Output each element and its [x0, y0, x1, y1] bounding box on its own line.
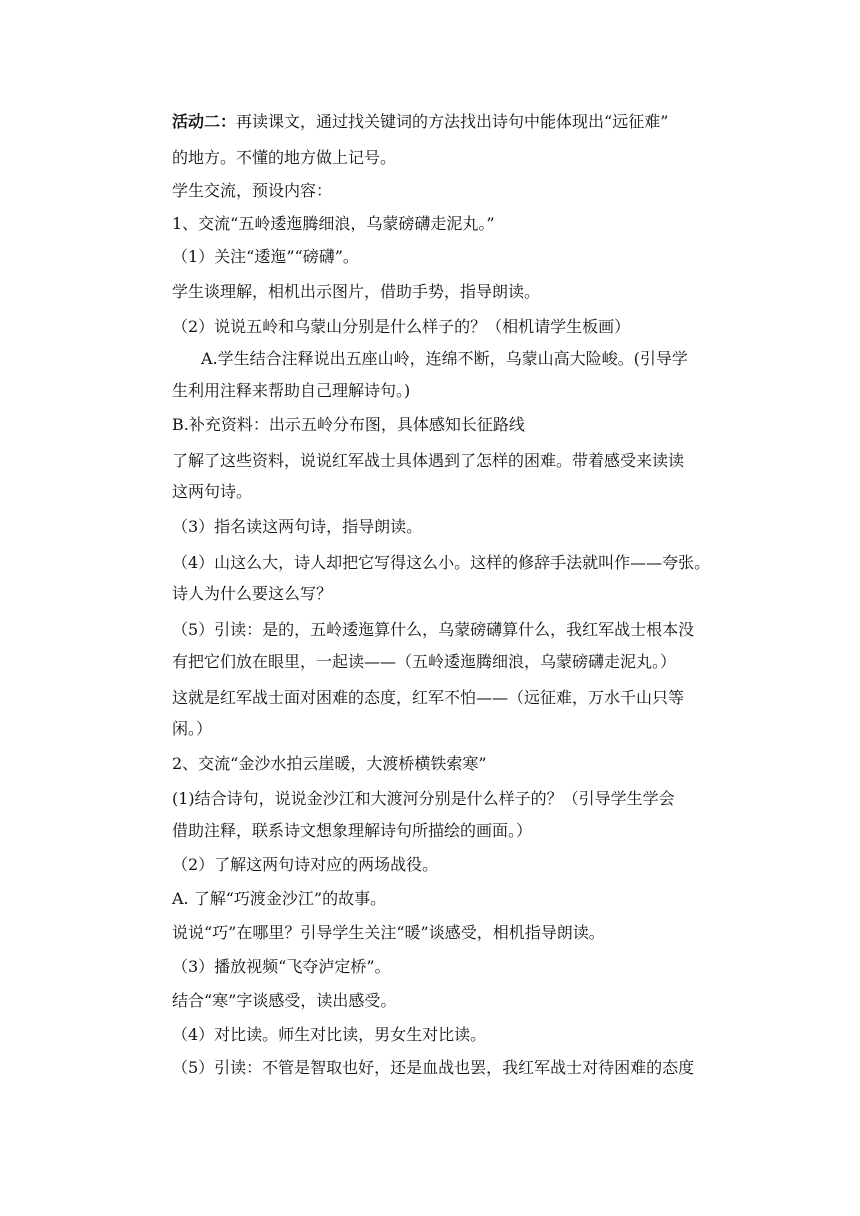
text-line-25: 说说“巧”在哪里？引导学生关注“暖”谈感受，相机指导朗读。 [172, 923, 605, 942]
text-line-7: （2）说说五岭和乌蒙山分别是什么样子的？（相机请学生板画） [172, 317, 631, 336]
text-line-24: A. 了解“巧渡金沙江”的故事。 [172, 889, 387, 908]
text-line-19: 闲。） [172, 719, 213, 738]
text-line-22: 借助注释，联系诗文想象理解诗句所描绘的画面。） [172, 821, 533, 840]
text-line-18: 这就是红军战士面对困难的态度，红军不怕——（远征难，万水千山只等 [172, 688, 685, 707]
text-line-13: （3）指名读这两句诗，指导朗读。 [172, 517, 423, 536]
text-line-1 [172, 112, 668, 132]
text-line-4: 1、交流“五岭逶迤腾细浪，乌蒙磅礴走泥丸。” [172, 214, 495, 233]
text-line-6: 学生谈理解，相机出示图片，借助手势，指导朗读。 [172, 282, 541, 301]
text-line-11: 了解了这些资料，说说红军战士具体遇到了怎样的困难。带着感受来读读 [172, 451, 685, 470]
activity-title: 活动二： [172, 112, 237, 131]
text-line-9: 生利用注释来帮助自己理解诗句。) [172, 381, 411, 400]
text-line-29: （5）引读：不管是智取也好，还是血战也罢，我红军战士对待困难的态度 [172, 1058, 695, 1077]
text-line-26: （3）播放视频“飞夺泸定桥”。 [172, 957, 391, 976]
text-line-8: A.学生结合注释说出五座山岭，连绵不断，乌蒙山高大险峻。(引导学 [201, 349, 688, 368]
text-line-20: 2、交流“金沙水拍云崖暖，大渡桥横铁索寒” [172, 754, 487, 773]
text-line-17: 有把它们放在眼里，一起读——（五岭逶迤腾细浪，乌蒙磅礴走泥丸。） [172, 652, 677, 671]
text-line-5: （1）关注“逶迤”“磅礴”。 [172, 247, 359, 266]
text-line-27: 结合“寒”字谈感受，读出感受。 [172, 991, 397, 1010]
text-line-15: 诗人为什么要这么写？ [172, 584, 333, 603]
text-line-3: 学生交流，预设内容： [172, 181, 333, 200]
text-line-23: （2）了解这两句诗对应的两场战役。 [172, 855, 439, 874]
text-line-14: （4）山这么大，诗人却把它写得这么小。这样的修辞手法就叫作——夸张。 [172, 553, 711, 572]
text-line-2: 的地方。不懂的地方做上记号。 [172, 148, 397, 167]
line-1-text: 再读课文，通过找关键词的方法找出诗句中能体现出“远征难” [236, 112, 669, 131]
text-line-28: （4）对比读。师生对比读，男女生对比读。 [172, 1025, 487, 1044]
text-line-12: 这两句诗。 [172, 482, 253, 501]
text-line-10: B.补充资料：出示五岭分布图，具体感知长征路线 [172, 415, 525, 434]
text-line-16: （5）引读：是的，五岭逶迤算什么，乌蒙磅礴算什么，我红军战士根本没 [172, 620, 695, 639]
text-line-21: (1)结合诗句，说说金沙江和大渡河分别是什么样子的？（引导学生学会 [172, 789, 675, 808]
